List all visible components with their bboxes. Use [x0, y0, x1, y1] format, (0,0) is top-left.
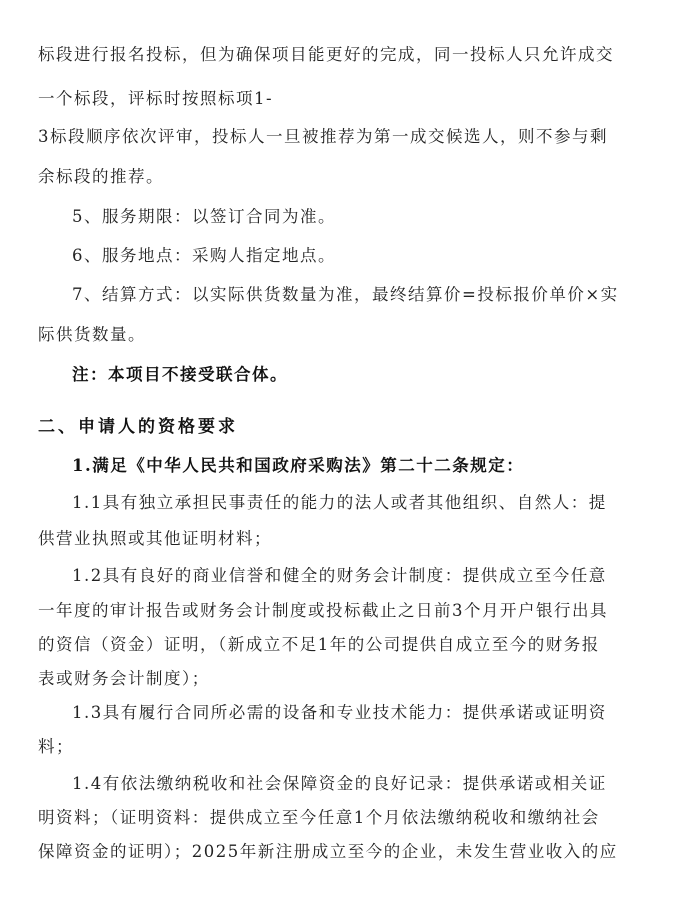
text-line: 余标段的推荐。	[38, 167, 164, 186]
text-line: 1.1具有独立承担民事责任的能力的法人或者其他组织、自然人：提	[72, 493, 607, 512]
note-text: 注：本项目不接受联合体。	[72, 365, 288, 384]
text-line: 1.3具有履行合同所必需的设备和专业技术能力：提供承诺或证明资	[72, 703, 607, 722]
text-line: 际供货数量。	[38, 325, 146, 344]
text-line: 6、服务地点：采购人指定地点。	[72, 246, 336, 265]
section-heading: 二、申请人的资格要求	[38, 417, 238, 437]
text-line: 3标段顺序依次评审，投标人一旦被推荐为第一成交候选人，则不参与剩	[38, 127, 608, 146]
text-line: 一年度的审计报告或财务会计制度或投标截止之日前3个月开户银行出具	[38, 601, 608, 620]
text-line: 1.2具有良好的商业信誉和健全的财务会计制度：提供成立至今任意	[72, 566, 607, 585]
requirement-heading: 1.满足《中华人民共和国政府采购法》第二十二条规定：	[72, 456, 525, 475]
text-line: 保障资金的证明）；2025年新注册成立至今的企业，未发生营业收入的应	[38, 842, 618, 861]
text-line: 1.4有依法缴纳税收和社会保障资金的良好记录：提供承诺或相关证	[72, 774, 607, 793]
text-line: 一个标段，评标时按照标项1-	[38, 89, 274, 108]
text-line: 明资料；（证明资料：提供成立至今任意1个月依法缴纳税收和缴纳社会	[38, 808, 600, 827]
text-line: 的资信（资金）证明，（新成立不足1年的公司提供自成立至今的财务报	[38, 635, 600, 654]
text-line: 标段进行报名投标，但为确保项目能更好的完成，同一投标人只允许成交	[38, 45, 614, 64]
text-line: 5、服务期限：以签订合同为准。	[72, 207, 336, 226]
text-line: 表或财务会计制度）；	[38, 669, 210, 688]
text-line: 料；	[38, 737, 74, 756]
text-line: 7、结算方式：以实际供货数量为准，最终结算价=投标报价单价×实	[72, 285, 619, 304]
text-line: 供营业执照或其他证明材料；	[38, 529, 272, 548]
